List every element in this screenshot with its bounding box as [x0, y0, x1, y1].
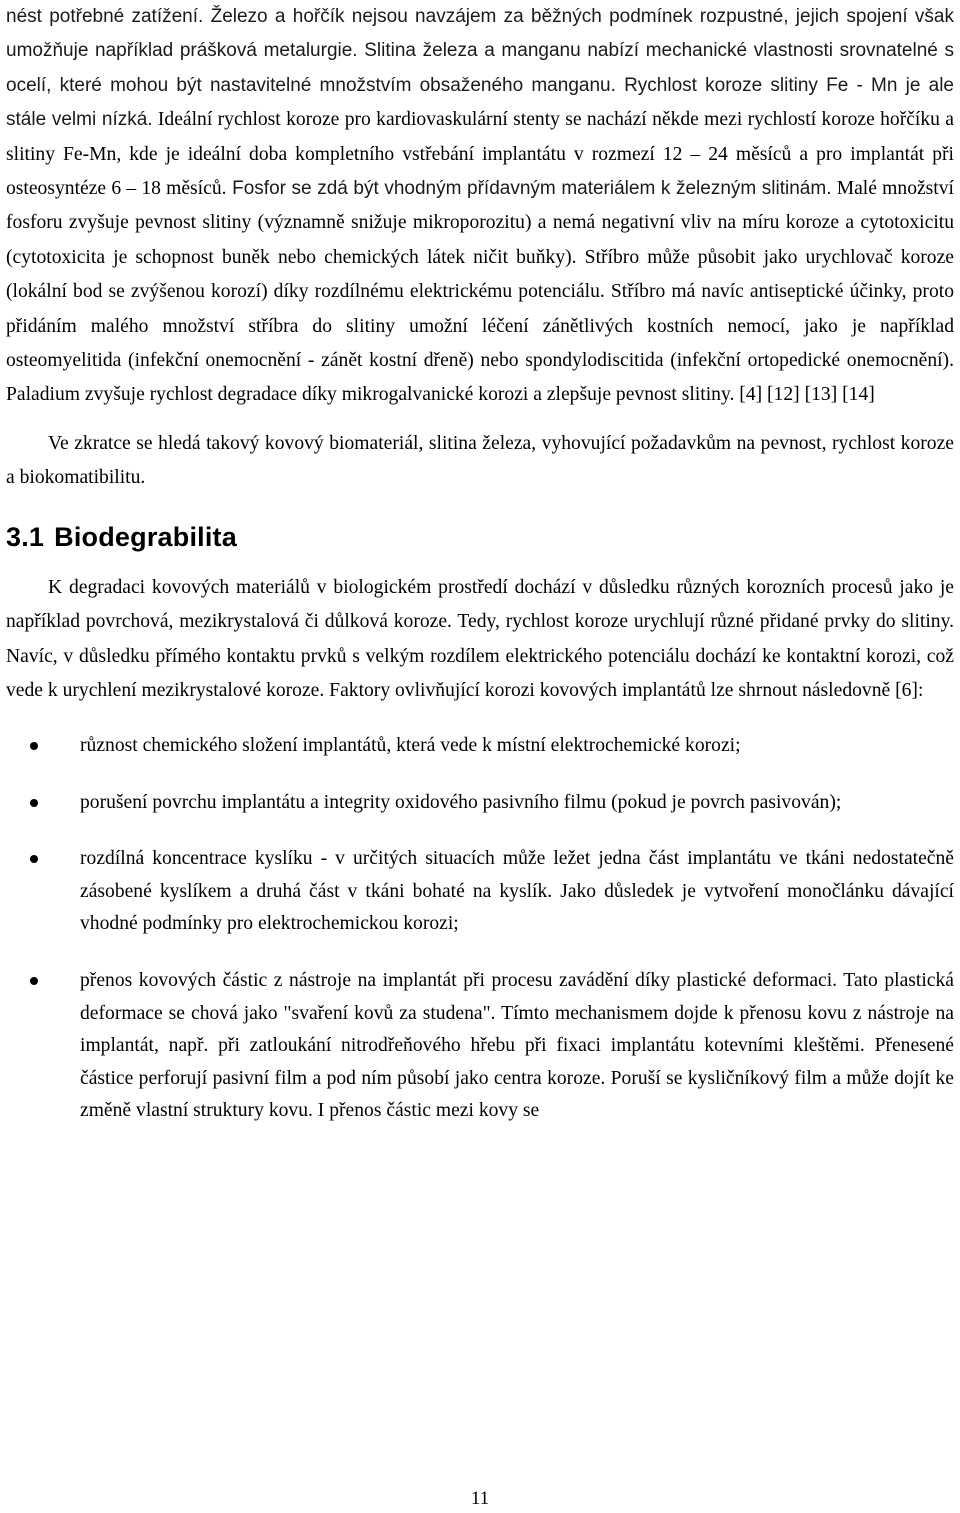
list-item-text: různost chemického složení implantátů, která vede k místní elektrochemické korozi; [80, 735, 741, 757]
paragraph-degradation: K degradaci kovových materiálů v biologickém prostředí dochází v důsledku různých korozních procesů jako je například povrchová, mezikrystalová či důlková koroze. Tedy, rychlost koroze urychlují různé přidané prvky do slitiny. Navíc, v důsledku přímého kontaktu prvků s velkým rozdílem elektrického potenciálu dochází ke kontaktní korozi, což vede k urychlení mezikrystalové koroze. Faktory ovlivňující korozi kovových implantátů lze shrnout následovně [6]: [6, 577, 954, 701]
paragraph-summary: Ve zkratce se hledá takový kovový biomateriál, slitina železa, vyhovující požadavkům na pevnost, rychlost koroze a biokomatibilitu. [6, 432, 954, 489]
paragraph-continued [6, 0, 954, 413]
bullet-icon [30, 742, 38, 750]
section-heading [6, 517, 954, 557]
section-title: Biodegrabilita [54, 522, 237, 553]
list-item [6, 965, 954, 1128]
list-item-text: rozdílná koncentrace kyslíku - v určitých situacích může ležet jedna část implantátu ve tkáni nedostatečně zásobené kyslíkem a druhá část v tkáni bohaté na kyslík. Jako důsledek je vytvoření monočlánku dávající vhodné podmínky pro elektrochemickou korozi; [80, 848, 954, 935]
section-number: 3.1 [6, 522, 45, 553]
paragraph-part-sans: Fosfor se zdá být vhodným přídavným materiálem k železným slitinám. [226, 178, 832, 200]
paragraph-part-serif: Ideální rychlost koroze pro kardiovaskulární stenty se nachází někde mezi rychlostí koroze hořčíku a slitiny Fe-Mn, kde je ideální doba kompletního vstřebání implantátu v rozmezí 12 – 24 měsíců a pro implantát při osteosyntéze 6 – 18 měsíců. [6, 109, 954, 200]
bullet-icon [30, 855, 38, 863]
bullet-icon [30, 799, 38, 807]
list-item [6, 730, 954, 763]
list-item-text: přenos kovových částic z nástroje na implantát při procesu zavádění díky plastické deformaci. Tato plastická deformace se chová jako "svaření kovů za studena". Tímto mechanismem dojde k přenosu kovu z nástroje na implantát, např. při zatloukání nitrodřeňového hřebu při fixaci implantátu kotevními kleštěmi. Přenesené částice perforují pasivní film a pod ním působí jako centra koroze. Poruší se kysličníkový film a může dojít ke změně vlastní struktury kovu. I přenos částic mezi kovy se [80, 970, 954, 1122]
bullet-icon [30, 977, 38, 985]
list-item-text: porušení povrchu implantátu a integrity oxidového pasivního filmu (pokud je povrch pasivován); [80, 791, 842, 813]
list-item [6, 843, 954, 941]
factor-list [6, 730, 954, 1128]
paragraph-part-sans: nést potřebné zatížení. Železo a hořčík nejsou navzájem za běžných podmínek rozpustné, jejich spojení však umožňuje například prášková metalurgie. Slitina železa a manganu nabízí mechanické vlastnosti srovnatelné s ocelí, které mohou být nastavitelné množstvím obsaženého manganu. Rychlost koroze slitiny Fe - Mn je ale stále velmi nízká. [6, 6, 954, 131]
list-item [6, 787, 954, 820]
paragraph-part-serif: Malé množství fosforu zvyšuje pevnost slitiny (významně snižuje mikroporozitu) a nemá negativní vliv na míru koroze a cytotoxicitu (cytotoxicita je schopnost buněk nebo chemických látek ničit buňky). Stříbro může působit jako urychlovač koroze (lokální bod se zvýšenou korozí) díky rozdílnému elektrickému potenciálu. Stříbro má navíc antiseptické účinky, proto přidáním malého množství stříbra do slitiny umožní léčení zánětlivých kostních nemocí, jako je například osteomyelitida (infekční onemocnění - zánět kostní dřeně) nebo spondylodiscitida (infekční ortopedické onemocnění). Paladium zvyšuje rychlost degradace díky mikrogalvanické korozi a zlepšuje pevnost slitiny. [4] [12] [13] [14] [6, 178, 954, 406]
page-number: 11 [470, 1488, 490, 1509]
